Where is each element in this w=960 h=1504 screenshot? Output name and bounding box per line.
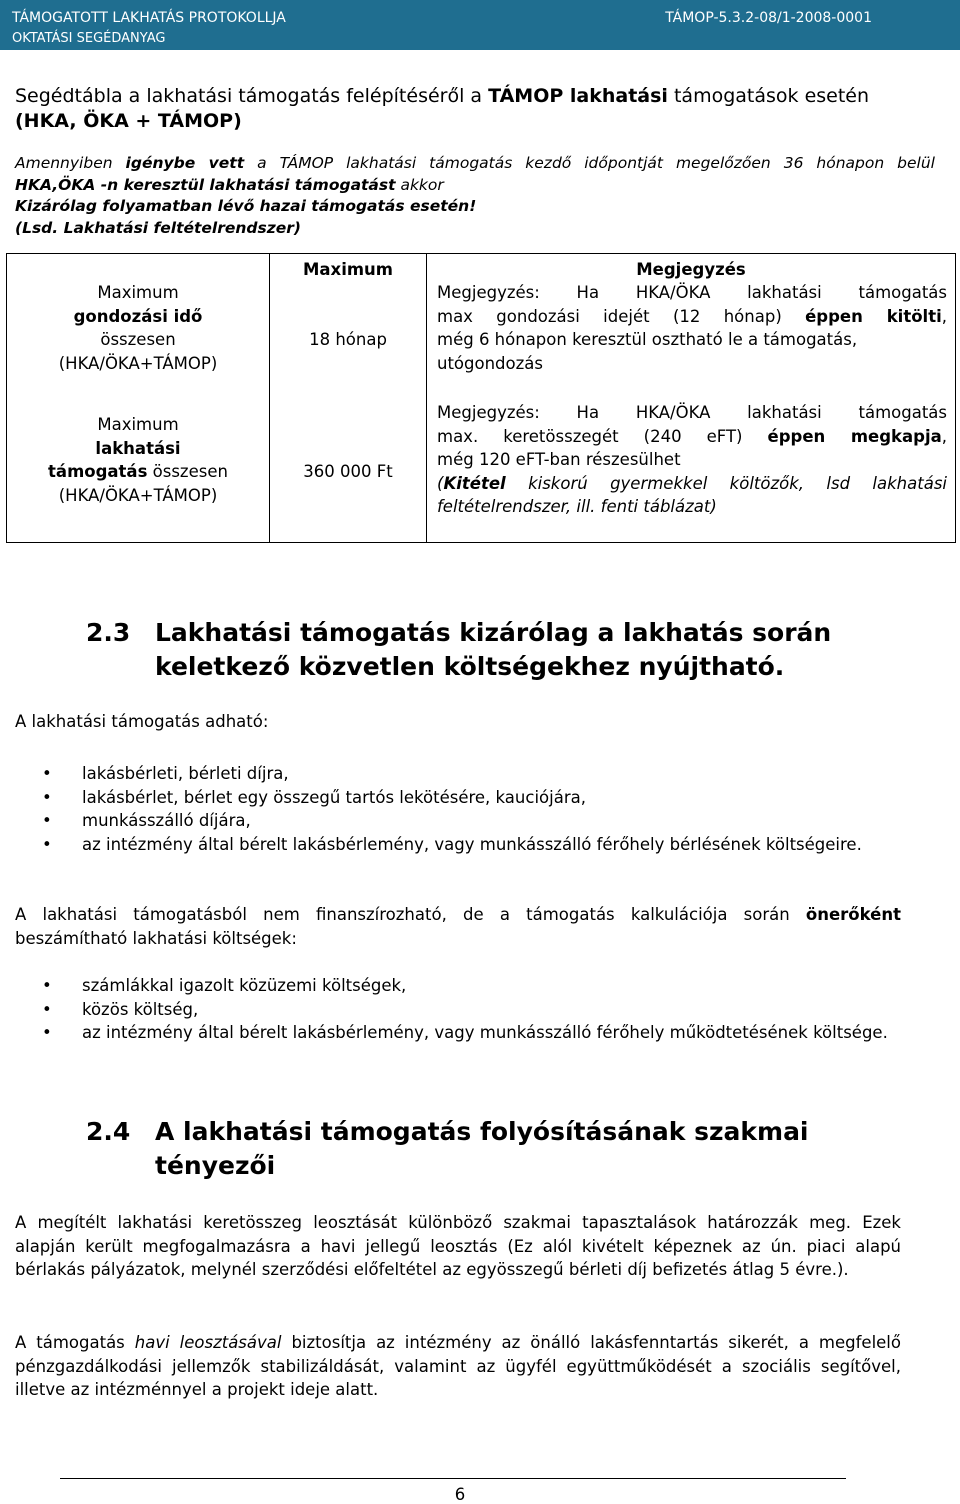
- list-item-text: lakásbérlet, bérlet egy összegű tartós lekötésére, kauciójára,: [82, 787, 586, 807]
- list-item: [15, 833, 902, 857]
- paragraph-text: A támogatás: [15, 1333, 135, 1352]
- intro-text: Amennyiben: [15, 154, 126, 172]
- label-line: összesen: [100, 330, 176, 349]
- header-title: TÁMOGATOTT LAKHATÁS PROTOKOLLJA: [12, 10, 286, 26]
- intro-text: akkor: [395, 175, 444, 194]
- section-number: 2.3: [86, 618, 131, 647]
- header-project-code: TÁMOP-5.3.2-08/1-2008-0001: [665, 10, 872, 26]
- note-line: Megjegyzés: Ha HKA/ÖKA lakhatási támogatás: [437, 403, 947, 422]
- table-row-value: 360 000 Ft: [303, 462, 393, 481]
- paragraph-bold: önerőként: [805, 905, 901, 924]
- table-row-note: [437, 281, 947, 375]
- section-heading-2-4: [86, 1115, 946, 1185]
- section-title: [155, 616, 955, 684]
- note-text: (: [437, 473, 444, 493]
- section-title: [155, 1115, 955, 1183]
- section-title-line: Lakhatási támogatás kizárólag a lakhatás során: [155, 618, 832, 647]
- table-row-label: [7, 281, 269, 375]
- list-item: [15, 1021, 902, 1045]
- section-heading-2-3: [86, 616, 946, 686]
- section-paragraph: [15, 1331, 901, 1402]
- note-line: feltételrendszer, ill. fenti táblázat): [437, 497, 717, 516]
- bullet-icon: •: [42, 811, 52, 830]
- note-text: max. keretösszegét (240 eFT): [437, 426, 768, 446]
- intro-bold: keresztül lakhatási támogatást: [118, 175, 396, 194]
- intro-bold: HKA,ÖKA -n: [15, 175, 119, 194]
- section-paragraph: A megítélt lakhatási keretösszeg leosztását különböző szakmai tapasztalások határozzák meg. Ezek alapján került megfogalmazásra a havi jellegű leosztás (Ez alól kivételt képeznek az ún. piaci alapú bérlakás pályázatok, melynél szerződési előfeltétel az egyösszegű bérleti díj befizetés átlag 5 évre.).: [15, 1213, 901, 1279]
- label-bold: támogatás: [48, 462, 148, 481]
- section-title-line: A lakhatási támogatás folyósításának szakmai: [155, 1117, 809, 1146]
- title-text: Segédtábla a lakhatási támogatás felépítéséről a: [15, 85, 489, 107]
- list-item: [15, 974, 902, 998]
- support-table: [6, 253, 956, 543]
- paragraph-text: A lakhatási támogatásból nem finanszírozható, de a támogatás kalkulációja során: [15, 905, 806, 924]
- list-item-text: munkásszálló díjára,: [82, 811, 251, 830]
- list-item-text: az intézmény által bérelt lakásbérlemény, vagy munkásszálló férőhely működtetésének költsége.: [82, 1023, 888, 1042]
- table-column-divider: [426, 254, 427, 542]
- title-text-end: támogatások esetén: [667, 85, 870, 107]
- page-number: 6: [454, 1485, 466, 1504]
- label-bold: gondozási idő: [73, 306, 203, 326]
- note-text: ,: [941, 306, 948, 326]
- section-lead: A lakhatási támogatás adható:: [15, 712, 269, 731]
- list-item: [15, 998, 902, 1022]
- note-bold: Kitétel: [443, 473, 506, 493]
- bullet-icon: •: [42, 787, 52, 807]
- header-subtitle: OKTATÁSI SEGÉDANYAG: [12, 31, 166, 46]
- section-title-line: keletkező közvetlen költségekhez nyújtható.: [155, 652, 785, 681]
- title-bold: TÁMOP lakhatási: [488, 85, 668, 107]
- intro-note: [15, 153, 935, 239]
- note-line: utógondozás: [437, 353, 543, 373]
- paragraph-text: biztosítja az intézmény az önálló lakásfenntartás sikerét, a megfelelő pénzgazdálkodási jellemzők stabilizáldását, valamint az ügyfél együttműködését a szociális segítővel, illetve az intézménnyel a projekt ideje alatt.: [15, 1333, 901, 1399]
- page-title: [15, 84, 935, 134]
- bullet-icon: •: [42, 999, 52, 1019]
- table-row-note: [437, 401, 947, 519]
- paragraph-italic: havi leosztásával: [134, 1333, 282, 1352]
- intro-bold: Kizárólag folyamatban lévő hazai támogatás esetén!: [15, 197, 477, 215]
- section-paragraph: [15, 903, 901, 950]
- note-bold: éppen kitölti: [805, 306, 942, 326]
- list-item-text: számlákkal igazolt közüzemi költségek,: [82, 976, 407, 995]
- list-item-text: az intézmény által bérelt lakásbérlemény, vagy munkásszálló férőhely bérlésének költségeire.: [82, 834, 862, 854]
- table-header-text: Maximum: [303, 260, 393, 279]
- eligible-costs-list: [15, 762, 902, 856]
- title-line2: (HKA, ÖKA + TÁMOP): [15, 110, 242, 132]
- intro-bold: (Lsd. Lakhatási feltételrendszer): [15, 218, 302, 237]
- note-text: max gondozási idejét (12 hónap): [437, 306, 806, 326]
- list-item: [15, 762, 902, 786]
- label-line: Maximum: [97, 283, 179, 302]
- paragraph-text: beszámítható lakhatási költségek:: [15, 928, 297, 948]
- note-line: Megjegyzés: Ha HKA/ÖKA lakhatási támogatás: [437, 283, 947, 302]
- bullet-icon: •: [42, 764, 52, 783]
- document-header: [0, 0, 960, 50]
- table-row-value: 18 hónap: [309, 330, 387, 349]
- table-header-maximum: [270, 258, 426, 282]
- bullet-icon: •: [42, 834, 52, 854]
- intro-bold: igénybe vett: [125, 154, 245, 172]
- label-line: Maximum: [97, 415, 179, 434]
- note-text: ,: [941, 426, 947, 446]
- section-number: 2.4: [86, 1117, 131, 1146]
- list-item-text: közös költség,: [82, 999, 199, 1019]
- label-bold: lakhatási: [95, 438, 181, 458]
- note-bold: éppen megkapja: [767, 426, 942, 446]
- footer-divider: [60, 1478, 846, 1479]
- bullet-icon: •: [42, 1023, 52, 1042]
- list-item: [15, 809, 902, 833]
- table-header-note: [427, 258, 955, 282]
- countable-costs-list: [15, 974, 902, 1045]
- intro-text: a TÁMOP lakhatási támogatás kezdő időpontját megelőzően 36 hónapon belül: [244, 154, 935, 172]
- label-text: összesen: [147, 462, 228, 481]
- label-line: (HKA/ÖKA+TÁMOP): [58, 485, 218, 505]
- table-row-label: [7, 413, 269, 507]
- list-item-text: lakásbérleti, bérleti díjra,: [82, 764, 289, 783]
- note-text: kiskorú gyermekkel költözők, lsd lakhatási: [505, 473, 947, 493]
- table-header-text: Megjegyzés: [636, 260, 746, 279]
- label-line: (HKA/ÖKA+TÁMOP): [58, 353, 218, 373]
- note-line: még 120 eFT-ban részesülhet: [437, 450, 681, 469]
- section-title-line: tényezői: [155, 1151, 276, 1180]
- list-item: [15, 786, 902, 810]
- bullet-icon: •: [42, 976, 52, 995]
- note-line: még 6 hónapon keresztül osztható le a támogatás,: [437, 330, 858, 349]
- table-column-divider: [269, 254, 270, 542]
